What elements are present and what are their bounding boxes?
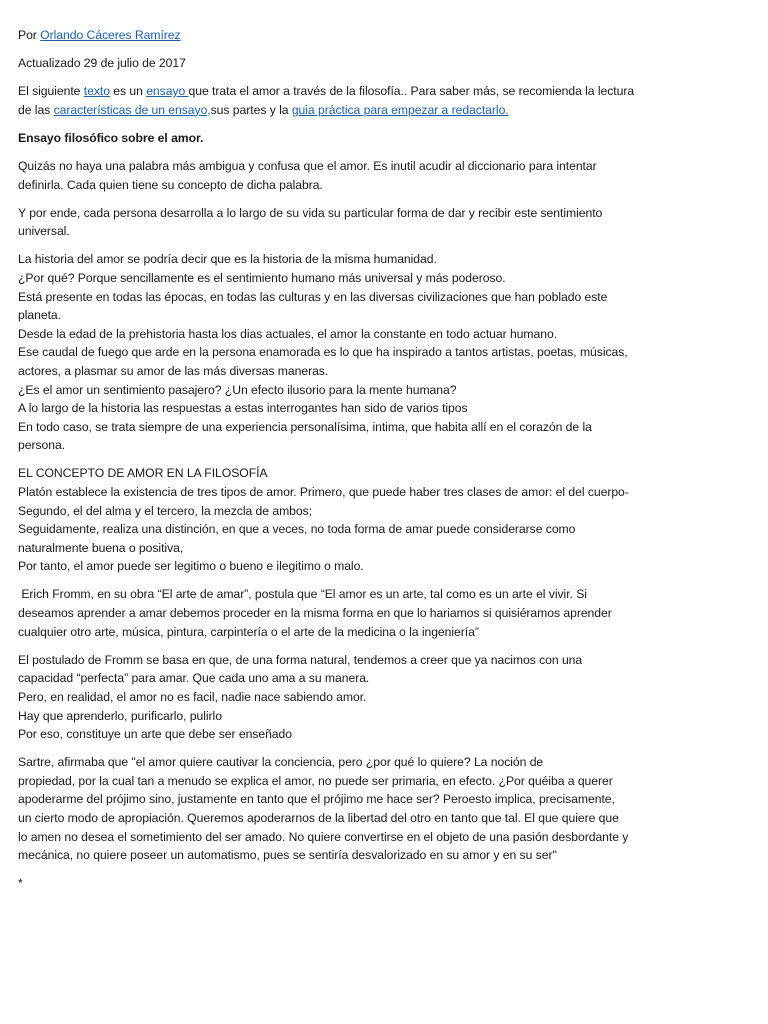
paragraph-line: actores, a plasmar su amor de las más diversas maneras. <box>18 363 329 378</box>
paragraph-line: universal. <box>18 224 70 239</box>
paragraph-line: Erich Fromm, en su obra “El arte de amar”, postula que “El amor es un arte, tal como es un arte el vivir. Si <box>18 587 587 602</box>
paragraph-line: Y por ende, cada persona desarrolla a lo largo de su vida su particular forma de dar y recibir este sentimiento <box>18 205 603 220</box>
paragraph-line: Platón establece la existencia de tres tipos de amor. Primero, que puede haber tres clases de amor: el del cuerpo- <box>18 484 629 499</box>
paragraph-line: mecánica, no quiere poseer un automatismo, pues se sentiría desvalorizado en su amor y en su ser" <box>18 848 557 863</box>
paragraph-line: Por tanto, el amor puede ser legitimo o bueno e ilegitimo o malo. <box>18 559 364 574</box>
paragraph-line: cualquier otro arte, música, pintura, carpintería o el arte de la medicina o la ingeniería” <box>18 624 479 639</box>
paragraph-line: naturalmente buena o positiva, <box>18 540 184 555</box>
ensayo-link[interactable]: ensayo <box>146 84 189 99</box>
paragraph-line: Sartre, afirmaba que "el amor quiere cautivar la conciencia, pero ¿por qué lo quiere? La noción de <box>18 755 544 770</box>
paragraph-line: propiedad, por la cual tan a menudo se explica el amor, no puede ser primaria, en efecto. ¿Por quéiba a querer <box>18 773 613 788</box>
paragraph-5 <box>18 585 708 641</box>
intro-text: de las <box>18 102 54 117</box>
paragraph-line: un cierto modo de apropiación. Queremos apoderarnos de la libertad del otro en tanto que tal. El que quiere que <box>18 810 619 825</box>
paragraph-7 <box>18 753 708 865</box>
paragraph-line: deseamos aprender a amar debemos proceder en la misma forma en que lo hariamos si quisiéramos aprender <box>18 606 612 621</box>
paragraph-line: Está presente en todas las épocas, en todas las culturas y en las diversas civilizaciones que han poblado este <box>18 289 608 304</box>
paragraph-line: La historia del amor se podría decir que es la historia de la misma humanidad. <box>18 252 437 267</box>
intro-paragraph <box>18 82 708 119</box>
paragraph-4 <box>18 464 708 576</box>
paragraph-line: planeta. <box>18 308 61 323</box>
paragraph-line: ¿Por qué? Porque sencillamente es el sentimiento humano más universal y más poderoso. <box>18 270 506 285</box>
trailing-asterisk: * <box>18 875 23 890</box>
guia-practica-link[interactable]: guia práctica para empezar a redactarlo. <box>291 102 509 117</box>
paragraph-line: Quizás no haya una palabra más ambigua y confusa que el amor. Es inutil acudir al diccionario para intentar <box>18 158 597 173</box>
intro-text: es un <box>109 84 147 99</box>
paragraph-line: Ese caudal de fuego que arde en la persona enamorada es lo que ha inspirado a tantos artistas, poetas, músicas, <box>18 345 628 360</box>
paragraph-1 <box>18 157 708 194</box>
paragraph-6 <box>18 651 708 744</box>
paragraph-line: El postulado de Fromm se basa en que, de una forma natural, tendemos a creer que ya nacimos con una <box>18 652 583 667</box>
texto-link[interactable]: texto <box>83 84 110 99</box>
paragraph-3 <box>18 250 708 455</box>
caracteristicas-ensayo-link[interactable]: características de un ensayo, <box>53 102 211 117</box>
paragraph-line: A lo largo de la historia las respuestas a estas interrogantes han sido de varios tipos <box>18 401 468 416</box>
paragraph-line: ¿Es el amor un sentimiento pasajero? ¿Un efecto ilusorio para la mente humana? <box>18 382 457 397</box>
essay-heading: Ensayo filosófico sobre el amor. <box>18 130 204 145</box>
paragraph-line: definirla. Cada quien tiene su concepto de dicha palabra. <box>18 177 323 192</box>
paragraph-line: capacidad “perfecta” para amar. Que cada uno ama a su manera. <box>18 671 370 686</box>
paragraph-line: lo amen no desea el sometimiento del ser amado. No quiere convertirse en el objeto de una pasión desbordante y <box>18 829 629 844</box>
paragraph-line: persona. <box>18 438 66 453</box>
paragraph-line: Hay que aprenderlo, purificarlo, pulirlo <box>18 708 222 723</box>
intro-text: que trata el amor a través de la filosofía.. Para saber más, se recomienda la lectura <box>188 84 635 99</box>
article-body <box>18 26 708 892</box>
intro-text: sus partes y la <box>210 102 292 117</box>
paragraph-line: apoderarme del prójimo sino, justamente en tanto que el prójimo me hace ser? Peroesto implica, precisamente, <box>18 792 615 807</box>
paragraph-line: Desde la edad de la prehistoria hasta los dias actuales, el amor la constante en todo actuar humano. <box>18 326 558 341</box>
paragraph-line: Seguidamente, realiza una distinción, en que a veces, no toda forma de amar puede considerarse como <box>18 522 576 537</box>
updated-date: Actualizado 29 de julio de 2017 <box>18 56 186 71</box>
paragraph-line: Pero, en realidad, el amor no es facil, nadie nace sabiendo amor. <box>18 689 367 704</box>
author-link[interactable]: Orlando Cáceres Ramírez <box>40 28 181 42</box>
paragraph-line: Por eso, constituye un arte que debe ser enseñado <box>18 727 292 742</box>
section-heading: EL CONCEPTO DE AMOR EN LA FILOSOFÍA <box>18 466 268 481</box>
paragraph-2 <box>18 204 708 241</box>
byline <box>18 26 708 45</box>
paragraph-line: En todo caso, se trata siempre de una experiencia personalísima, intima, que habita allí en el corazón de la <box>18 419 592 434</box>
paragraph-line: Segundo, el del alma y el tercero, la mezcla de ambos; <box>18 503 313 518</box>
byline-prefix: Por <box>18 28 37 42</box>
intro-text: El siguiente <box>18 84 84 99</box>
